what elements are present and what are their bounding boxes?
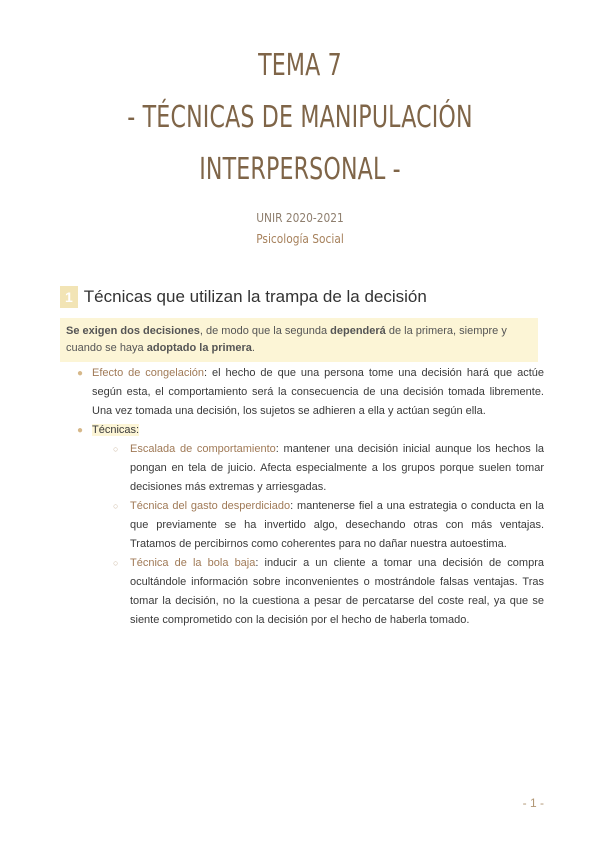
content-list bbox=[60, 364, 544, 630]
section-heading bbox=[60, 286, 427, 308]
term-label: Técnica de la bola baja bbox=[130, 557, 256, 569]
term-description: : el hecho de que una persona tome una decisión hará que actúe según esta, el comportamiento será la consecuencia de una decisión tomada libremente. Una vez tomada una decisión, los sujetos se adhieren a ella y actúan según ella. bbox=[92, 367, 544, 417]
callout-end: . bbox=[251, 342, 255, 354]
callout-bold-2: dependerá bbox=[330, 325, 386, 337]
section-title: Técnicas que utilizan la trampa de la decisión bbox=[83, 287, 427, 306]
term-description: : mantenerse fiel a una estrategia o conducta en la que previamente se ha invertido algo, desechando otras con más ventajas. Tratamos de percibirnos como coherentes para no dañar nuestra autoestima. bbox=[130, 500, 544, 550]
title-block bbox=[0, 40, 600, 246]
definition-callout bbox=[60, 318, 538, 362]
hollow-bullet-icon: ○ bbox=[113, 558, 119, 568]
term-label: Escalada de comportamiento bbox=[130, 443, 276, 455]
hollow-bullet-icon: ○ bbox=[113, 501, 119, 511]
callout-bold-3: adoptado la primera bbox=[146, 342, 252, 354]
institution-label: UNIR 2020-2021 bbox=[256, 210, 344, 225]
term-description: : bbox=[136, 424, 140, 436]
bullet-icon: ● bbox=[77, 368, 84, 379]
callout-bold-1: Se exigen dos decisiones bbox=[66, 325, 200, 337]
document-title-line-1: TEMA 7 bbox=[258, 48, 342, 83]
term-label: Técnicas bbox=[92, 424, 137, 436]
list-item bbox=[60, 421, 544, 440]
sublist-item bbox=[60, 440, 544, 497]
bullet-icon: ● bbox=[77, 425, 84, 436]
subject-label: Psicología Social bbox=[256, 231, 344, 246]
hollow-bullet-icon: ○ bbox=[113, 444, 119, 454]
list-item bbox=[60, 364, 544, 421]
techniques-label-highlight bbox=[92, 424, 139, 436]
section-number-badge: 1 bbox=[60, 286, 78, 308]
sublist-item bbox=[60, 497, 544, 554]
callout-text-2: de la primera, siempre y cuando se haya bbox=[66, 325, 507, 354]
term-label: Efecto de congelación bbox=[92, 367, 205, 379]
term-description: : inducir a un cliente a tomar una decisión de compra ocultándole información sobre inconvenientes o mostrándole falsas ventajas. Tras tomar la decisión, no la cuestiona a pesar de percatarse del coste real, ya que se siente comprometido con la decisión por el hecho de haberla tomado. bbox=[130, 557, 544, 626]
term-description: : mantener una decisión inicial aunque los hechos la pongan en tela de juicio. Afecta especialmente a los grupos porque suelen tomar decisiones más extremas y arriesgadas. bbox=[130, 443, 545, 493]
page-number: - 1 - bbox=[522, 796, 544, 810]
callout-text-1: , de modo que la segunda bbox=[199, 325, 331, 337]
document-title-line-2: - TÉCNICAS DE MANIPULACIÓN bbox=[127, 100, 473, 135]
term-label: Técnica del gasto desperdiciado bbox=[130, 500, 291, 512]
techniques-sublist bbox=[60, 440, 544, 630]
sublist-item bbox=[60, 554, 544, 630]
document-title-line-3: INTERPERSONAL - bbox=[199, 152, 401, 187]
